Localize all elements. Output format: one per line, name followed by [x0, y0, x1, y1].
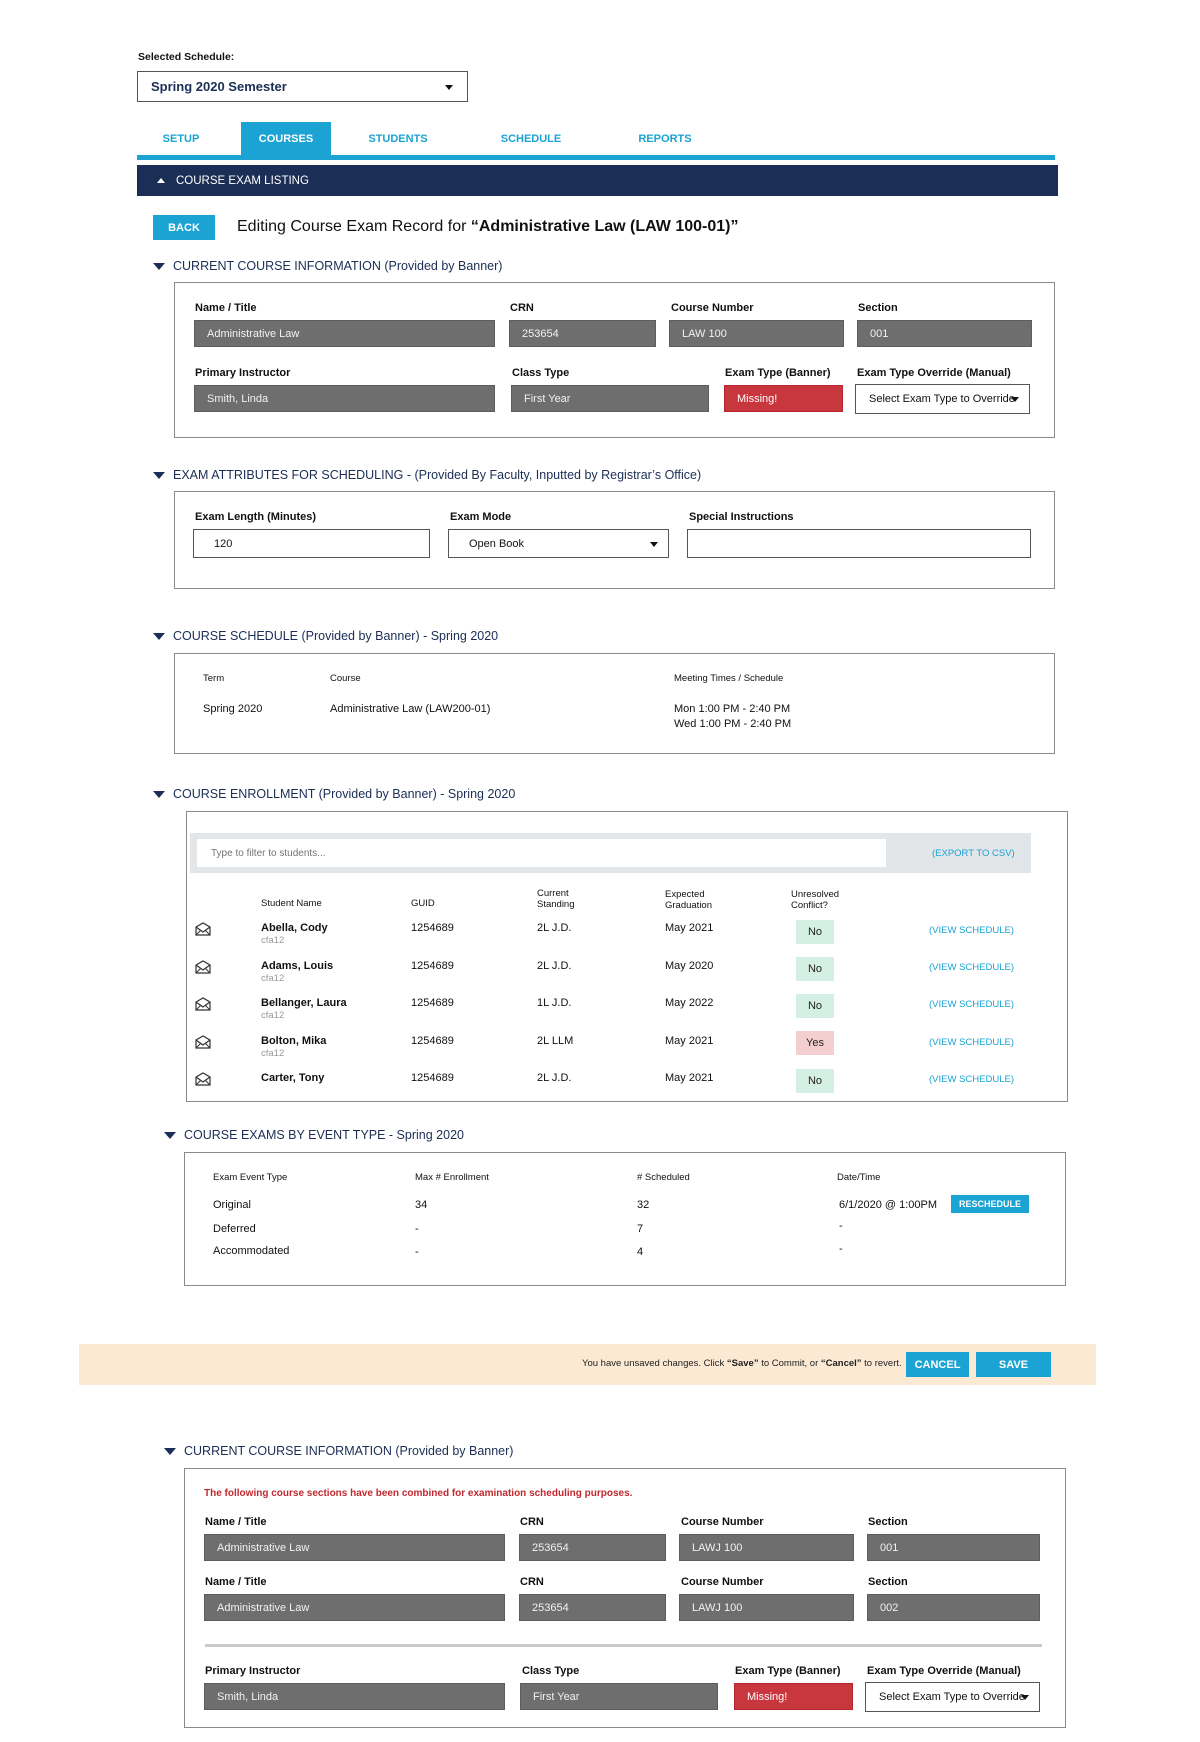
envelope-icon[interactable]	[195, 1072, 211, 1086]
student-guid: 1254689	[411, 997, 454, 1009]
current-info-panel	[174, 282, 1055, 438]
chevron-up-icon	[157, 178, 165, 183]
unsaved-cancel-word: “Cancel”	[820, 1358, 862, 1369]
student-name: Carter, Tony	[261, 1072, 325, 1084]
meeting-time-2: Wed 1:00 PM - 2:40 PM	[674, 718, 792, 730]
exam-type-override-value: Select Exam Type to Override	[879, 1691, 1025, 1703]
student-id: cfa12	[261, 1010, 285, 1021]
current-info-title: CURRENT COURSE INFORMATION (Provided by Banner)	[173, 259, 503, 273]
student-standing: 2L J.D.	[537, 960, 572, 972]
crn-label: CRN	[510, 302, 534, 314]
chevron-down-icon	[650, 542, 658, 547]
schedule-label: Selected Schedule:	[138, 51, 235, 63]
primary-instructor-label: Primary Instructor	[205, 1665, 301, 1677]
exam-type-override-value: Select Exam Type to Override	[869, 393, 1015, 405]
name-title-label: Name / Title	[195, 302, 257, 314]
student-standing: 2L LLM	[537, 1035, 574, 1047]
save-button[interactable]: SAVE	[976, 1352, 1051, 1377]
combined-warning: The following course sections have been combined for examination scheduling purposes.	[204, 1488, 633, 1499]
exam-type-override-label: Exam Type Override (Manual)	[867, 1665, 1021, 1677]
section-field: 002	[867, 1594, 1040, 1621]
course-schedule-header[interactable]	[153, 629, 498, 643]
col-conflict-1: Unresolved	[791, 889, 840, 900]
student-graduation: May 2021	[665, 1035, 714, 1047]
col-student-name: Student Name	[261, 898, 322, 909]
exams-by-type-panel	[184, 1152, 1066, 1286]
chevron-down-icon	[1011, 397, 1019, 402]
primary-instructor-field: Smith, Linda	[194, 385, 495, 412]
chevron-down-icon	[153, 633, 165, 640]
chevron-down-icon	[153, 472, 165, 479]
exam-max-enrollment: -	[415, 1246, 419, 1258]
exam-date-time: -	[839, 1220, 843, 1232]
primary-instructor-label: Primary Instructor	[195, 367, 291, 379]
section-field: 001	[867, 1534, 1040, 1561]
conflict-badge: No	[796, 1069, 834, 1093]
unsaved-save-word: “Save”	[726, 1358, 759, 1369]
class-type-field: First Year	[520, 1683, 718, 1710]
exams-by-type-title: COURSE EXAMS BY EVENT TYPE - Spring 2020	[184, 1128, 464, 1142]
conflict-badge: No	[796, 920, 834, 944]
section-label: Section	[868, 1576, 908, 1588]
student-guid: 1254689	[411, 1035, 454, 1047]
class-type-label: Class Type	[522, 1665, 580, 1677]
student-guid: 1254689	[411, 1072, 454, 1084]
course-value: Administrative Law (LAW200-01)	[330, 703, 491, 715]
envelope-icon[interactable]	[195, 922, 211, 936]
tab-courses[interactable]: COURSES	[241, 122, 331, 156]
crn-label: CRN	[520, 1576, 544, 1588]
exam-date-time: 6/1/2020 @ 1:00PM	[839, 1199, 938, 1211]
course-number-label: Course Number	[671, 302, 754, 314]
exam-type: Original	[213, 1199, 251, 1211]
course-exam-listing-bar[interactable]	[137, 165, 1058, 196]
back-button[interactable]: BACK	[153, 215, 215, 240]
student-name: Abella, Cody	[261, 922, 328, 934]
exam-max-enrollment: -	[415, 1223, 419, 1235]
col-conflict-2: Conflict?	[791, 900, 828, 911]
exam-date-time: -	[839, 1243, 843, 1255]
tab-schedule[interactable]: SCHEDULE	[500, 133, 562, 145]
exam-mode-value: Open Book	[469, 537, 525, 550]
student-id: cfa12	[261, 935, 285, 946]
tab-underline	[137, 155, 1055, 160]
primary-instructor-field: Smith, Linda	[204, 1683, 505, 1710]
chevron-down-icon	[153, 263, 165, 270]
exam-type-override-select[interactable]	[855, 384, 1030, 414]
unsaved-msg-1: You have unsaved changes. Click	[582, 1358, 727, 1369]
view-schedule-link[interactable]: (VIEW SCHEDULE)	[929, 999, 1014, 1010]
exam-attributes-header[interactable]	[153, 468, 701, 482]
envelope-icon[interactable]	[195, 960, 211, 974]
exam-mode-label: Exam Mode	[450, 511, 512, 523]
col-date-time: Date/Time	[837, 1172, 881, 1183]
divider	[205, 1644, 1042, 1647]
col-standing-2: Standing	[537, 899, 575, 910]
chevron-down-icon	[164, 1448, 176, 1455]
chevron-down-icon	[153, 791, 165, 798]
name-title-field: Administrative Law	[204, 1594, 505, 1621]
class-type-field: First Year	[511, 385, 709, 412]
student-graduation: May 2021	[665, 1072, 714, 1084]
exam-type-label: Exam Type (Banner)	[725, 367, 831, 379]
schedule-select-value: Spring 2020 Semester	[151, 79, 287, 94]
view-schedule-link[interactable]: (VIEW SCHEDULE)	[929, 925, 1014, 936]
exam-scheduled: 4	[637, 1246, 644, 1258]
conflict-badge: Yes	[796, 1031, 834, 1055]
student-standing: 2L J.D.	[537, 1072, 572, 1084]
exams-by-type-header[interactable]	[164, 1128, 464, 1142]
course-enrollment-header[interactable]	[153, 787, 515, 801]
name-title-label: Name / Title	[205, 1516, 267, 1528]
special-instructions-label: Special Instructions	[689, 511, 794, 523]
crn-label: CRN	[520, 1516, 544, 1528]
student-graduation: May 2021	[665, 922, 714, 934]
course-schedule-title: COURSE SCHEDULE (Provided by Banner) - Spring 2020	[173, 629, 499, 643]
chevron-down-icon	[1021, 1695, 1029, 1700]
course-number-field: LAWJ 100	[679, 1534, 854, 1561]
student-id: cfa12	[261, 1048, 285, 1059]
unsaved-msg-3: to revert.	[861, 1358, 902, 1369]
unsaved-msg-2: to Commit, or	[758, 1358, 821, 1369]
page-title	[237, 218, 739, 236]
student-name: Bolton, Mika	[261, 1035, 327, 1047]
view-schedule-link[interactable]: (VIEW SCHEDULE)	[929, 1037, 1014, 1048]
exam-length-input[interactable]: 120	[193, 529, 430, 558]
student-name: Bellanger, Laura	[261, 997, 347, 1009]
envelope-icon[interactable]	[195, 1035, 211, 1049]
exam-mode-select[interactable]	[448, 529, 669, 558]
class-type-label: Class Type	[512, 367, 570, 379]
course-schedule-panel	[174, 653, 1055, 754]
student-name: Adams, Louis	[261, 960, 334, 972]
current-info-header[interactable]	[153, 259, 502, 273]
exam-scheduled: 32	[637, 1199, 650, 1211]
exam-max-enrollment: 34	[415, 1199, 428, 1211]
combined-info-title: CURRENT COURSE INFORMATION (Provided by Banner)	[184, 1444, 514, 1458]
exam-type-field: Missing!	[734, 1683, 853, 1710]
col-grad-2: Graduation	[665, 900, 713, 911]
student-guid: 1254689	[411, 922, 454, 934]
col-max-enrollment: Max # Enrollment	[415, 1172, 489, 1183]
view-schedule-link[interactable]: (VIEW SCHEDULE)	[929, 962, 1014, 973]
name-title-label: Name / Title	[205, 1576, 267, 1588]
tab-reports[interactable]: REPORTS	[638, 133, 692, 145]
term-label: Term	[203, 673, 225, 684]
course-exam-listing-title: COURSE EXAM LISTING	[176, 174, 309, 187]
exam-type-override-label: Exam Type Override (Manual)	[857, 367, 1011, 379]
student-guid: 1254689	[411, 960, 454, 972]
section-label: Section	[868, 1516, 908, 1528]
course-enrollment-title: COURSE ENROLLMENT (Provided by Banner) - Spring 2020	[173, 787, 516, 801]
page-title-prefix: Editing Course Exam Record for	[237, 218, 471, 235]
exam-type-override-select[interactable]	[865, 1682, 1040, 1712]
chevron-down-icon	[445, 85, 453, 90]
col-grad-1: Expected	[665, 889, 705, 900]
course-number-label: Course Number	[681, 1516, 764, 1528]
student-filter-input[interactable]	[197, 839, 886, 867]
student-standing: 2L J.D.	[537, 922, 572, 934]
course-number-field: LAW 100	[669, 320, 844, 347]
cancel-button[interactable]: CANCEL	[906, 1352, 969, 1377]
col-standing-1: Current	[537, 888, 569, 899]
crn-field: 253654	[519, 1534, 666, 1561]
name-title-field: Administrative Law	[204, 1534, 505, 1561]
reschedule-button[interactable]: RESCHEDULE	[951, 1195, 1029, 1213]
col-exam-event-type: Exam Event Type	[213, 1172, 288, 1183]
crn-field: 253654	[509, 320, 656, 347]
exam-type-label: Exam Type (Banner)	[735, 1665, 841, 1677]
col-scheduled: # Scheduled	[637, 1172, 690, 1183]
exam-type: Accommodated	[213, 1245, 290, 1257]
combined-info-header[interactable]	[164, 1444, 513, 1458]
special-instructions-input[interactable]	[687, 529, 1031, 558]
exam-type: Deferred	[213, 1223, 256, 1235]
student-graduation: May 2020	[665, 960, 714, 972]
student-id: cfa12	[261, 973, 285, 984]
term-value: Spring 2020	[203, 703, 263, 715]
student-graduation: May 2022	[665, 997, 714, 1009]
exam-scheduled: 7	[637, 1223, 644, 1235]
envelope-icon[interactable]	[195, 997, 211, 1011]
tab-setup[interactable]: SETUP	[162, 133, 200, 145]
tab-students[interactable]: STUDENTS	[368, 133, 428, 145]
page-title-course: “Administrative Law (LAW 100-01)”	[470, 218, 739, 235]
student-standing: 1L J.D.	[537, 997, 572, 1009]
exam-type-field: Missing!	[724, 385, 843, 412]
export-csv-link[interactable]: (EXPORT TO CSV)	[932, 848, 1015, 859]
conflict-badge: No	[796, 957, 834, 981]
section-label: Section	[858, 302, 898, 314]
name-title-field: Administrative Law	[194, 320, 495, 347]
course-number-label: Course Number	[681, 1576, 764, 1588]
unsaved-message	[582, 1358, 902, 1369]
meeting-time-1: Mon 1:00 PM - 2:40 PM	[674, 703, 791, 715]
schedule-select[interactable]	[137, 71, 468, 102]
conflict-badge: No	[796, 994, 834, 1018]
meeting-times-label: Meeting Times / Schedule	[674, 673, 784, 684]
course-label: Course	[330, 673, 361, 684]
chevron-down-icon	[164, 1132, 176, 1139]
section-field: 001	[857, 320, 1032, 347]
col-guid: GUID	[411, 898, 435, 909]
course-number-field: LAWJ 100	[679, 1594, 854, 1621]
view-schedule-link[interactable]: (VIEW SCHEDULE)	[929, 1074, 1014, 1085]
crn-field: 253654	[519, 1594, 666, 1621]
exam-attributes-title: EXAM ATTRIBUTES FOR SCHEDULING - (Provided By Faculty, Inputted by Registrar’s Office)	[173, 468, 702, 482]
exam-length-label: Exam Length (Minutes)	[195, 511, 317, 523]
